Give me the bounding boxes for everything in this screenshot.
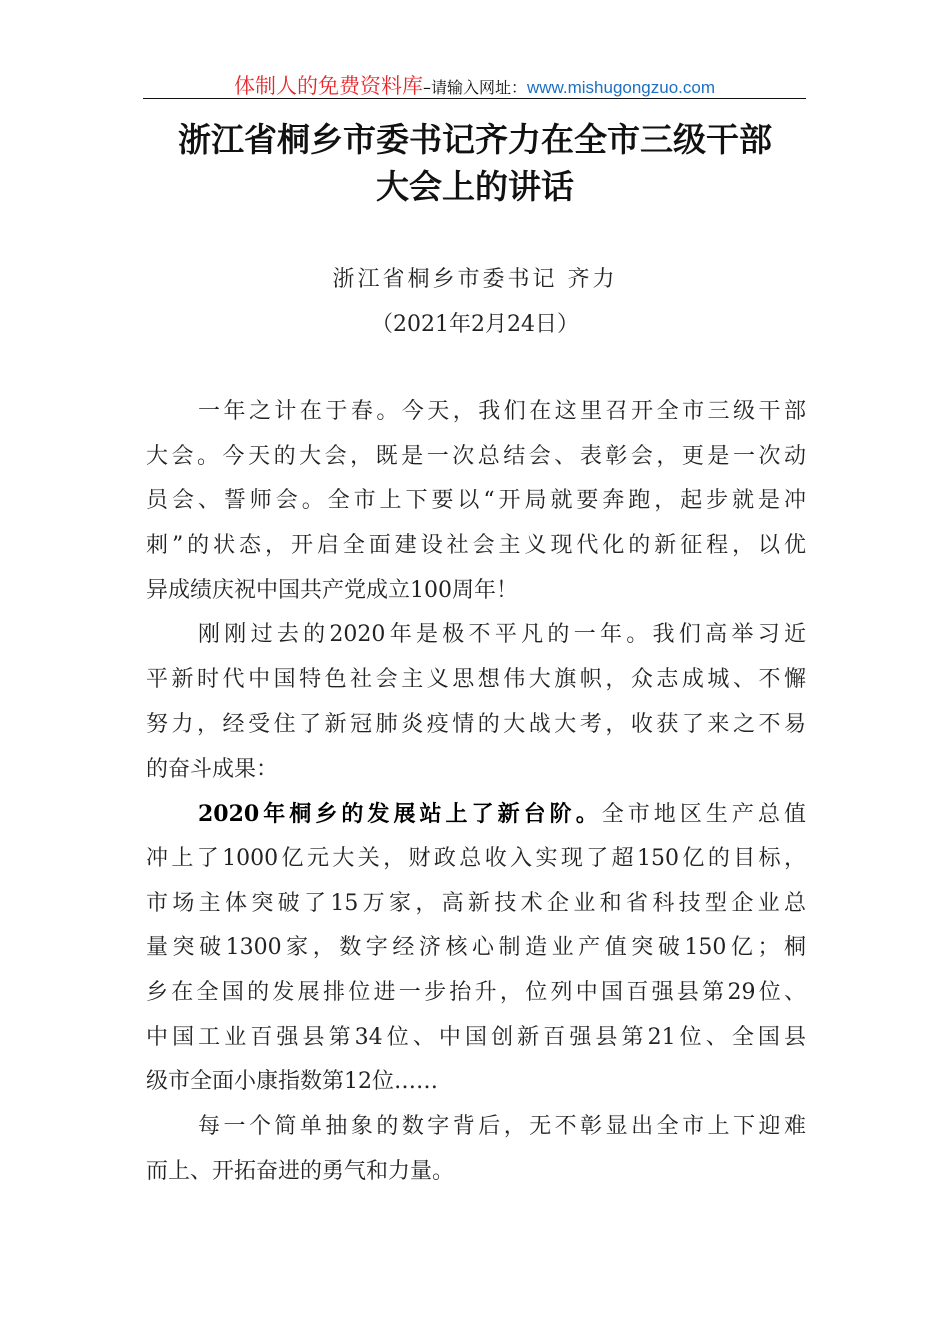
text-line: 中国工业百强县第34位、中国创新百强县第21位、全国县 (146, 1024, 806, 1050)
paragraph-2 (146, 613, 806, 792)
text-line: 的奋斗成果： (146, 756, 279, 782)
bold-lead: 2020年桐乡的发展站上了新台阶。 (198, 801, 602, 828)
text-line: 一年之计在于春。今天，我们在这里召开全市三级干部 (198, 399, 806, 424)
text-segment: 全市地区生产总值 (601, 802, 806, 828)
site-header (143, 70, 806, 100)
text-line: 员会、誓师会。全市上下要以“开局就要奔跑，起步就是冲 (146, 488, 806, 514)
text-line: 大会。今天的大会，既是一次总结会、表彰会，更是一次动 (146, 443, 806, 469)
text-line: 冲上了1000亿元大关，财政总收入实现了超150亿的目标， (146, 845, 806, 871)
paragraph-4 (146, 1105, 806, 1194)
text-line: 级市全面小康指数第12位…… (146, 1069, 438, 1095)
document-body (146, 390, 806, 1194)
text-line: 乡在全国的发展排位进一步抬升，位列中国百强县第29位、 (146, 979, 806, 1005)
text-line: 刚刚过去的2020年是极不平凡的一年。我们高举习近 (198, 622, 806, 648)
text-line (146, 792, 806, 837)
text-line: 每一个简单抽象的数字背后，无不彰显出全市上下迎难 (198, 1114, 806, 1139)
text-line: 异成绩庆祝中国共产党成立100周年！ (146, 577, 518, 603)
text-line: 刺”的状态，开启全面建设社会主义现代化的新征程，以优 (146, 533, 806, 559)
site-name: 体制人的免费资料库 (233, 74, 423, 98)
date-line: （2021年2月24日） (371, 312, 579, 337)
header-rule (143, 98, 806, 99)
text-line: 努力，经受住了新冠肺炎疫情的大战大考，收获了来之不易 (146, 711, 806, 737)
paragraph-3 (146, 792, 806, 1105)
document-title (100, 116, 850, 210)
paragraph-1 (146, 390, 806, 613)
text-line: 量突破1300家，数字经济核心制造业产值突破150亿；桐 (146, 935, 806, 961)
site-url-link[interactable]: www.mishugongzuo.com (526, 78, 716, 97)
text-line: 而上、开拓奋进的勇气和力量。 (146, 1158, 455, 1184)
title-line: 浙江省桐乡市委书记齐力在全市三级干部 (178, 120, 772, 159)
author-line: 浙江省桐乡市委书记 齐力 (332, 267, 618, 292)
text-line: 平新时代中国特色社会主义思想伟大旗帜，众志成城、不懈 (146, 667, 806, 693)
text-line: 市场主体突破了15万家，高新技术企业和省科技型企业总 (146, 890, 806, 916)
url-prompt: –请输入网址： (422, 78, 527, 97)
title-line: 大会上的讲话 (376, 167, 574, 206)
